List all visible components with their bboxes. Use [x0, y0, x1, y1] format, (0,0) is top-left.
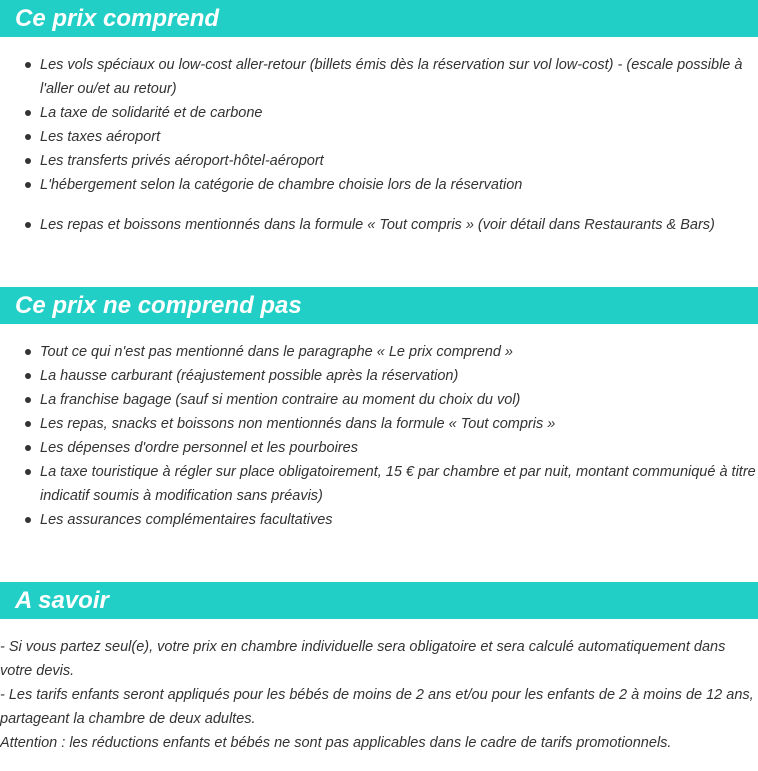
bullet-icon	[25, 445, 31, 451]
list-item-text: Les taxes aéroport	[40, 129, 161, 145]
list-item	[0, 388, 758, 412]
list-item	[0, 149, 758, 173]
bullet-icon	[25, 373, 31, 379]
bullet-icon	[25, 62, 31, 68]
list-item-text: La taxe touristique à régler sur place obligatoirement, 15 € par chambre et par nuit, montant communiqué à titre indicatif soumis à modification sans préavis)	[40, 464, 756, 504]
list-item-text: Les transferts privés aéroport-hôtel-aéroport	[40, 153, 324, 169]
list-item	[0, 364, 758, 388]
list-item	[0, 173, 758, 197]
list-item	[0, 412, 758, 436]
included-list	[0, 53, 758, 237]
list-item	[0, 436, 758, 460]
list-item	[0, 508, 758, 532]
bullet-icon	[25, 421, 31, 427]
list-item-text: Les vols spéciaux ou low-cost aller-retour (billets émis dès la réservation sur vol low-cost) - (escale possible à l'aller ou/et au retour)	[40, 57, 743, 97]
list-item	[0, 213, 758, 237]
info-line: - Les tarifs enfants seront appliqués pour les bébés de moins de 2 ans et/ou pour les enfants de 2 à moins de 12 ans, partageant la chambre de deux adultes.	[0, 687, 754, 727]
included-title: Ce prix comprend	[15, 5, 220, 32]
excluded-title: Ce prix ne comprend pas	[15, 292, 302, 319]
list-item	[0, 125, 758, 149]
info-line: Attention : les réductions enfants et bébés ne sont pas applicables dans le cadre de tarifs promotionnels.	[0, 735, 672, 751]
excluded-header	[0, 287, 758, 324]
bullet-icon	[25, 110, 31, 116]
bullet-icon	[25, 397, 31, 403]
info-line: - Si vous partez seul(e), votre prix en chambre individuelle sera obligatoire et sera calculé automatiquement dans votre devis.	[0, 639, 726, 679]
list-item-text: Les repas et boissons mentionnés dans la formule « Tout compris » (voir détail dans Restaurants & Bars)	[40, 217, 715, 233]
list-item-text: Les repas, snacks et boissons non mentionnés dans la formule « Tout compris »	[40, 416, 556, 432]
bullet-icon	[25, 469, 31, 475]
list-item	[0, 460, 758, 508]
list-item-text: La hausse carburant (réajustement possible après la réservation)	[40, 368, 459, 384]
bullet-icon	[25, 158, 31, 164]
list-item	[0, 53, 758, 101]
list-item-text: Tout ce qui n'est pas mentionné dans le paragraphe « Le prix comprend »	[40, 344, 513, 360]
list-item	[0, 340, 758, 364]
list-item-text: La taxe de solidarité et de carbone	[40, 105, 263, 121]
bullet-icon	[25, 517, 31, 523]
list-item-text: L'hébergement selon la catégorie de chambre choisie lors de la réservation	[40, 177, 523, 193]
info-header	[0, 582, 758, 619]
list-item-text: Les dépenses d'ordre personnel et les pourboires	[40, 440, 358, 456]
info-text	[0, 635, 758, 755]
info-title: A savoir	[15, 587, 109, 614]
excluded-list	[0, 340, 758, 532]
list-item	[0, 101, 758, 125]
bullet-icon	[25, 182, 31, 188]
bullet-icon	[25, 134, 31, 140]
list-item-text: Les assurances complémentaires facultatives	[40, 512, 333, 528]
list-item-text: La franchise bagage (sauf si mention contraire au moment du choix du vol)	[40, 392, 521, 408]
bullet-icon	[25, 222, 31, 228]
included-header	[0, 0, 758, 37]
bullet-icon	[25, 349, 31, 355]
